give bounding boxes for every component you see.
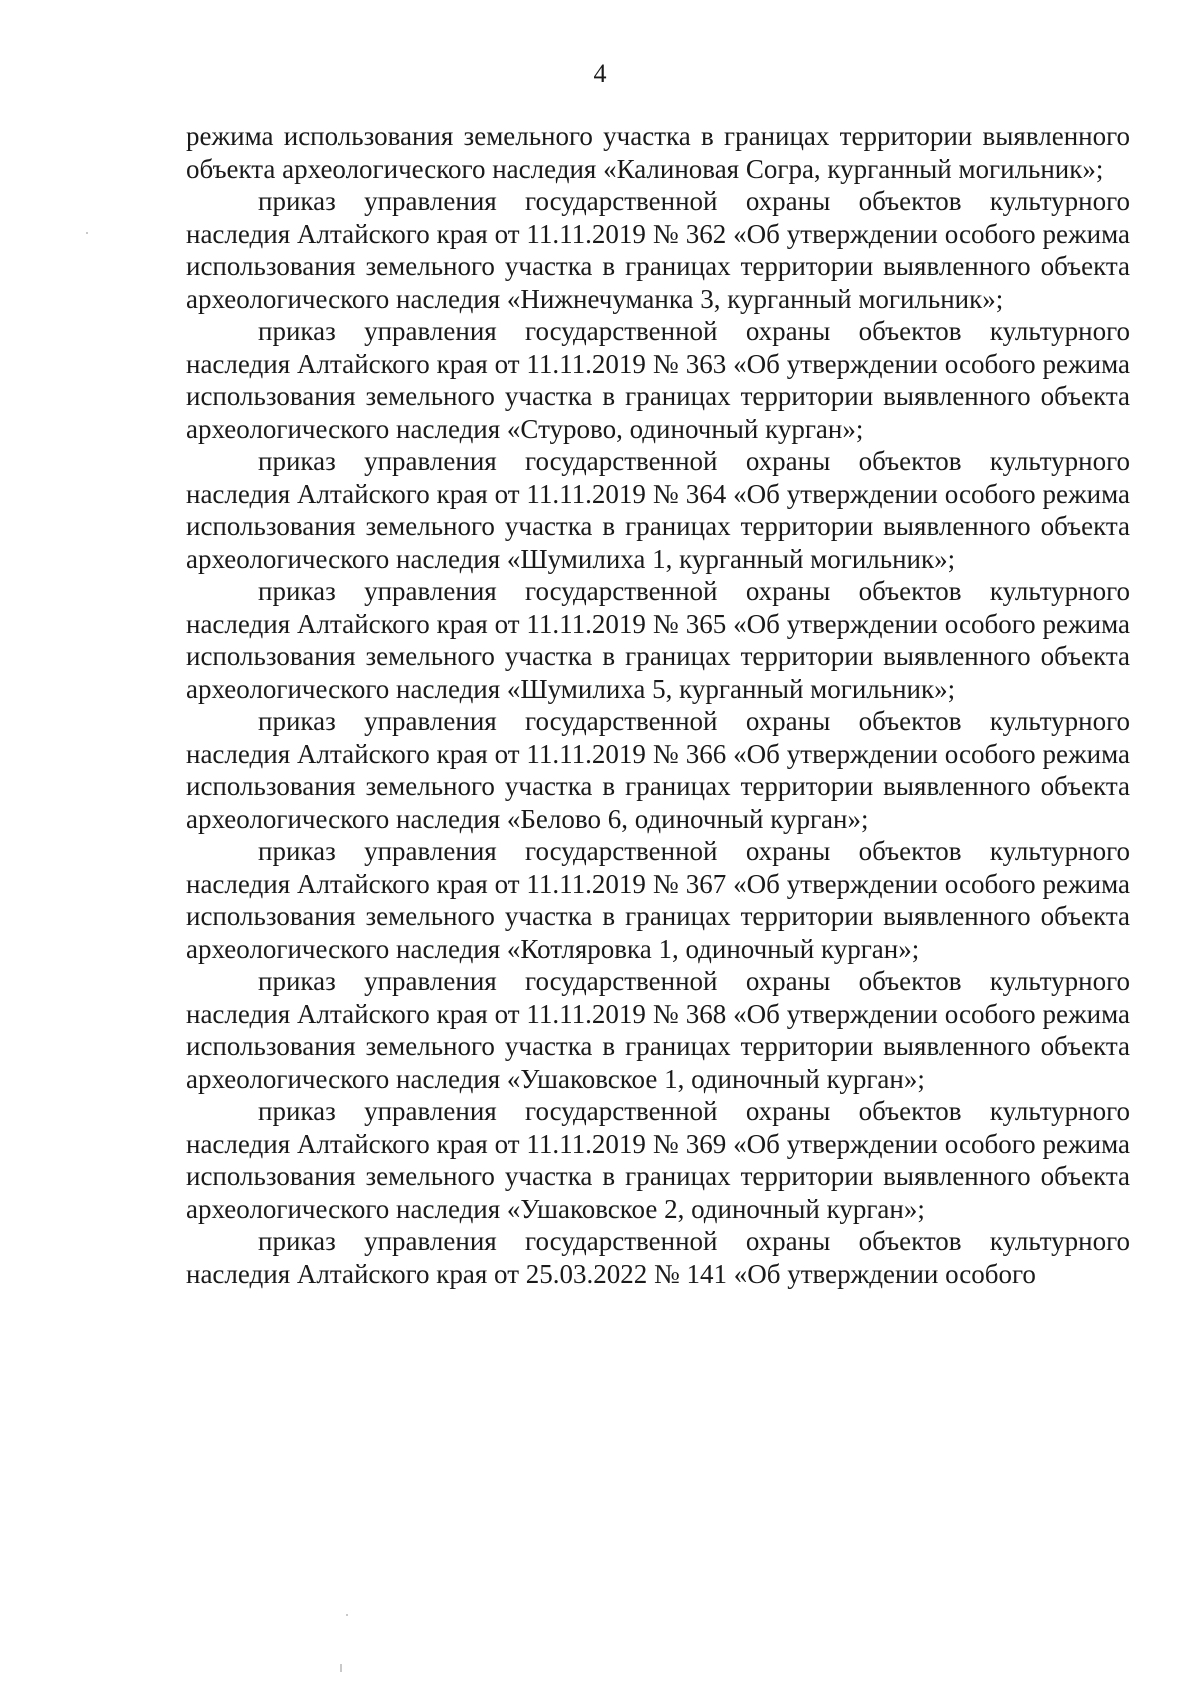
- paragraph-order-368: приказ управления государственной охраны объектов культурного наследия Алтайского края от 11.11.2019 № 368 «Об утверждении особого режима использования земельного участка в границах территории выявленного объекта археологического наследия «Ушаковское 1, одиночный курган»;: [186, 966, 1130, 1094]
- scan-speck: [86, 232, 88, 234]
- document-body: [186, 120, 1130, 1290]
- scan-speck: [340, 1664, 342, 1672]
- paragraph-continuation: режима использования земельного участка в границах территории выявленного объекта археологического наследия «Калиновая Согра, курганный могильник»;: [186, 121, 1130, 184]
- paragraph-order-366: приказ управления государственной охраны объектов культурного наследия Алтайского края от 11.11.2019 № 366 «Об утверждении особого режима использования земельного участка в границах территории выявленного объекта археологического наследия «Белово 6, одиночный курган»;: [186, 706, 1130, 834]
- paragraph-order-363: приказ управления государственной охраны объектов культурного наследия Алтайского края от 11.11.2019 № 363 «Об утверждении особого режима использования земельного участка в границах территории выявленного объекта археологического наследия «Стурово, одиночный курган»;: [186, 316, 1130, 444]
- page-number: 4: [593, 59, 607, 88]
- paragraph-order-367: приказ управления государственной охраны объектов культурного наследия Алтайского края от 11.11.2019 № 367 «Об утверждении особого режима использования земельного участка в границах территории выявленного объекта археологического наследия «Котляровка 1, одиночный курган»;: [186, 836, 1130, 964]
- paragraph-order-369: приказ управления государственной охраны объектов культурного наследия Алтайского края от 11.11.2019 № 369 «Об утверждении особого режима использования земельного участка в границах территории выявленного объекта археологического наследия «Ушаковское 2, одиночный курган»;: [186, 1096, 1130, 1224]
- paragraph-order-364: приказ управления государственной охраны объектов культурного наследия Алтайского края от 11.11.2019 № 364 «Об утверждении особого режима использования земельного участка в границах территории выявленного объекта археологического наследия «Шумилиха 1, курганный могильник»;: [186, 446, 1130, 574]
- scan-speck: [346, 1614, 348, 1616]
- paragraph-order-141: приказ управления государственной охраны объектов культурного наследия Алтайского края от 25.03.2022 № 141 «Об утверждении особого: [186, 1226, 1130, 1289]
- paragraph-order-362: приказ управления государственной охраны объектов культурного наследия Алтайского края от 11.11.2019 № 362 «Об утверждении особого режима использования земельного участка в границах территории выявленного объекта археологического наследия «Нижнечуманка 3, курганный могильник»;: [186, 186, 1130, 314]
- paragraph-order-365: приказ управления государственной охраны объектов культурного наследия Алтайского края от 11.11.2019 № 365 «Об утверждении особого режима использования земельного участка в границах территории выявленного объекта археологического наследия «Шумилиха 5, курганный могильник»;: [186, 576, 1130, 704]
